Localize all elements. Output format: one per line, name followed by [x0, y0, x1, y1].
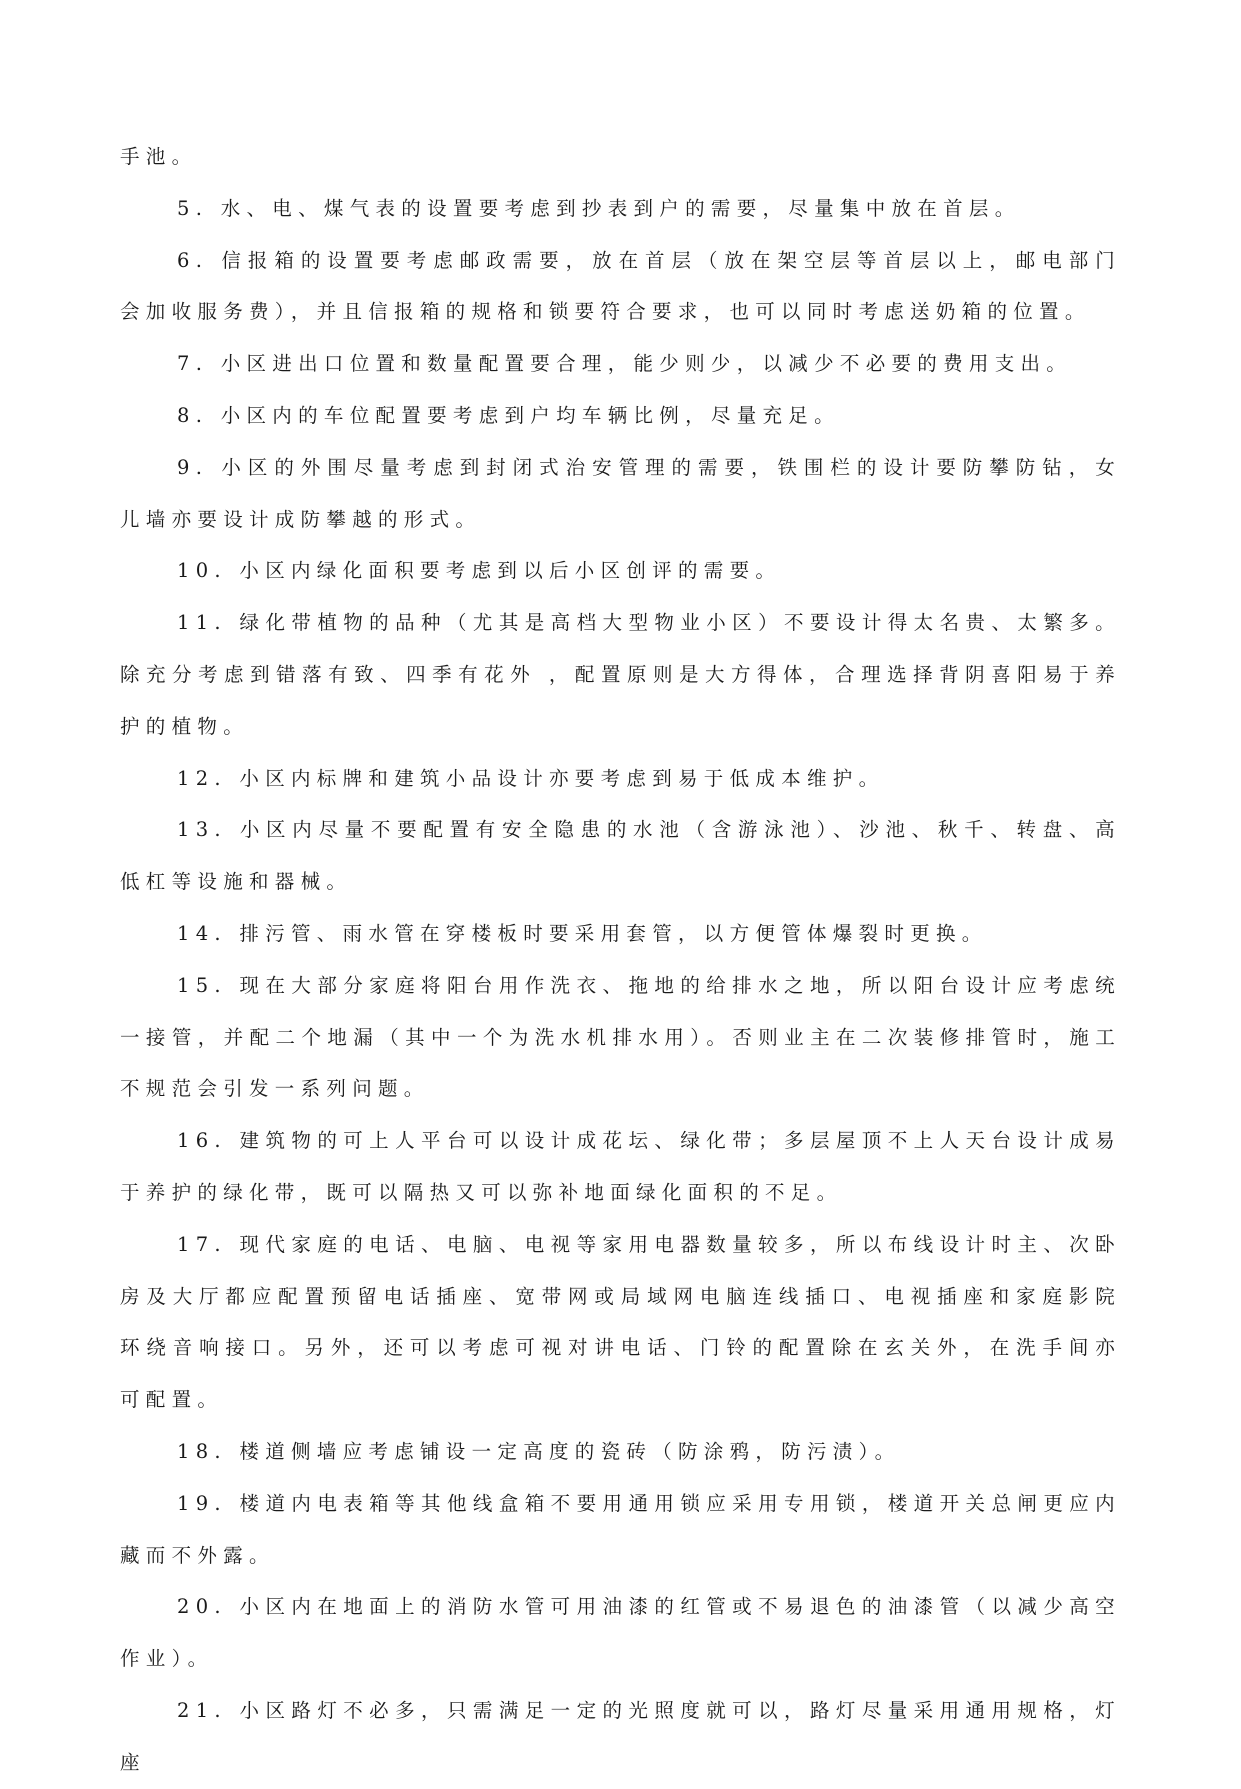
paragraph-item-5: 5. 水、电、煤气表的设置要考虑到抄表到户的需要，尽量集中放在首层。 — [177, 196, 1021, 220]
paragraph-item-12: 12. 小区内标牌和建筑小品设计亦要考虑到易于低成本维护。 — [177, 766, 885, 790]
paragraph-item-6: 6. 信报箱的设置要考虑邮政需要，放在首层（放在架空层等首层以上，邮电部门会加收服务费），并且信报箱的规格和锁要符合要求，也可以同时考虑送奶箱的位置。 — [120, 248, 1121, 324]
paragraph-item-10: 10. 小区内绿化面积要考虑到以后小区创评的需要。 — [177, 559, 782, 583]
paragraph-item-19: 19. 楼道内电表箱等其他线盒箱不要用通用锁应采用专用锁，楼道开关总闸更应内藏而不外露。 — [120, 1491, 1121, 1567]
paragraph-item-7: 7. 小区进出口位置和数量配置要合理，能少则少，以减少不必要的费用支出。 — [177, 352, 1073, 376]
paragraph-continuation: 手池。 — [120, 145, 198, 168]
paragraph-item-13: 13. 小区内尽量不要配置有安全隐患的水池（含游泳池）、沙池、秋千、转盘、高低杠等设施和器械。 — [120, 818, 1121, 894]
paragraph-item-14: 14. 排污管、雨水管在穿楼板时要采用套管，以方便管体爆裂时更换。 — [177, 921, 988, 945]
paragraph-item-20: 20. 小区内在地面上的消防水管可用油漆的红管或不易退色的油漆管（以减少高空作业）。 — [120, 1595, 1121, 1671]
paragraph-item-9: 9. 小区的外围尽量考虑到封闭式治安管理的需要，铁围栏的设计要防攀防钻，女儿墙亦要设计成防攀越的形式。 — [120, 455, 1121, 531]
paragraph-item-11: 11. 绿化带植物的品种（尤其是高档大型物业小区）不要设计得太名贵、太繁多。除充分考虑到错落有致、四季有花外 ，配置原则是大方得体，合理选择背阴喜阳易于养护的植物。 — [120, 611, 1121, 738]
paragraph-item-16: 16. 建筑物的可上人平台可以设计成花坛、绿化带；多层屋顶不上人天台设计成易于养护的绿化带，既可以隔热又可以弥补地面绿化面积的不足。 — [120, 1129, 1121, 1204]
paragraph-item-21: 21. 小区路灯不必多，只需满足一定的光照度就可以，路灯尽量采用通用规格，灯座 — [120, 1698, 1121, 1774]
paragraph-item-17: 17. 现代家庭的电话、电脑、电视等家用电器数量较多，所以布线设计时主、次卧房及大厅都应配置预留电话插座、宽带网或局域网电脑连线插口、电视插座和家庭影院环绕音响接口。另外，还可以考虑可视对讲电话、门铃的配置除在玄关外，在洗手间亦可配置。 — [120, 1232, 1121, 1412]
paragraph-item-8: 8. 小区内的车位配置要考虑到户均车辆比例，尽量充足。 — [177, 403, 840, 427]
paragraph-item-15: 15. 现在大部分家庭将阳台用作洗衣、拖地的给排水之地，所以阳台设计应考虑统一接管，并配二个地漏（其中一个为洗水机排水用）。否则业主在二次装修排管时，施工不规范会引发一系列问题。 — [120, 973, 1121, 1101]
paragraph-item-18: 18. 楼道侧墙应考虑铺设一定高度的瓷砖（防涂鸦，防污渍）。 — [177, 1439, 901, 1463]
document-body — [120, 131, 1121, 1789]
